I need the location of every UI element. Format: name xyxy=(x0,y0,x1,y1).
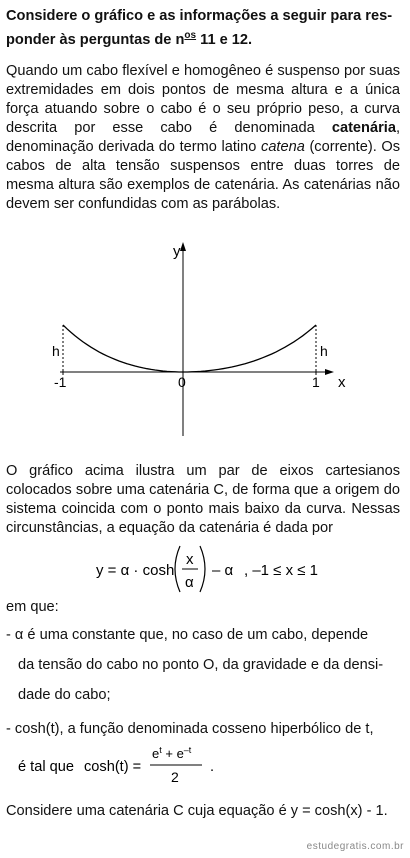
intro-paragraph xyxy=(6,62,400,214)
h-label-right: h xyxy=(320,343,328,359)
where-label: em que: xyxy=(6,599,59,615)
y-label: y xyxy=(173,243,181,260)
catenary-curve xyxy=(63,325,316,372)
item1-line2: da tensão do cabo no ponto O, da gravidade e da densi- xyxy=(18,657,384,673)
intro-text-b: , denominação derivada do termo latino xyxy=(6,120,400,155)
cosh-end: . xyxy=(210,759,215,775)
eq-range: , –1 ≤ x ≤ 1 xyxy=(244,562,318,579)
num-sup2: –t xyxy=(183,745,192,755)
heading-line2: ponder às perguntas de n xyxy=(6,32,185,48)
x-label: x xyxy=(338,374,346,391)
catenary-equation xyxy=(96,540,356,598)
eq-frac-num: x xyxy=(186,551,194,568)
num-e1: e xyxy=(152,746,160,761)
term-catena: catena xyxy=(261,139,305,155)
explanation-paragraph: O gráfico acima ilustra um par de eixos cartesianos colocados sobre uma catenária C, de forma que a origem do sistema coincida com o ponto mais baixo da curva. Nessas circunstâncias, a equação da catenária é dada por xyxy=(6,463,400,536)
item1-line3: dade do cabo; xyxy=(18,687,111,703)
cosh-numerator xyxy=(152,745,192,761)
eq-paren-right xyxy=(200,546,205,592)
term-catenaria: catenária xyxy=(331,120,396,136)
cosh-definition xyxy=(14,740,254,788)
y-axis-arrow xyxy=(180,242,186,251)
tick-label-left: -1 xyxy=(54,374,67,390)
intro-text-c: (corrente). Os cabos de alta tensão suspensos entre duas torres de mesma altura são exemplos de catenária. As catenárias não devem ser confundidas com as parábolas. xyxy=(6,139,400,212)
intro-text-a: Quando um cabo flexível e homogêneo é suspenso por suas extremidades em dois pontos de mesma altura e a única força atuando sobre o cabo é o seu próprio peso, a curva descrita por esse cabo é denominada xyxy=(6,63,400,136)
eq-paren-left xyxy=(175,546,180,592)
cosh-denominator: 2 xyxy=(171,769,179,785)
eq-frac-den: α xyxy=(185,574,194,591)
num-sup1: t xyxy=(159,745,162,755)
heading-line1: Considere o gráfico e as informações a seguir para res- xyxy=(6,8,393,24)
catenary-graph xyxy=(0,236,410,446)
tick-label-origin: 0 xyxy=(178,374,186,390)
watermark: estudegratis.com.br xyxy=(306,841,404,852)
eq-lhs: y = α · cosh xyxy=(96,562,175,579)
item1-line1: - α é uma constante que, no caso de um cabo, depende xyxy=(6,627,369,643)
final-statement: Considere uma catenária C cuja equação é y = cosh(x) - 1. xyxy=(6,803,388,819)
heading xyxy=(6,6,400,50)
heading-line2-end: 11 e 12. xyxy=(196,32,253,48)
cosh-pre: é tal que xyxy=(18,759,74,775)
item2-line1: - cosh(t), a função denominada cosseno hiperbólico de t, xyxy=(6,721,374,737)
cosh-lhs: cosh(t) = xyxy=(84,759,142,775)
h-label-left: h xyxy=(52,343,60,359)
x-axis-arrow xyxy=(325,369,334,375)
num-mid: + e xyxy=(161,746,184,761)
tick-label-right: 1 xyxy=(312,374,320,390)
eq-rhs: – α xyxy=(212,562,234,579)
heading-sup: os xyxy=(184,30,197,41)
